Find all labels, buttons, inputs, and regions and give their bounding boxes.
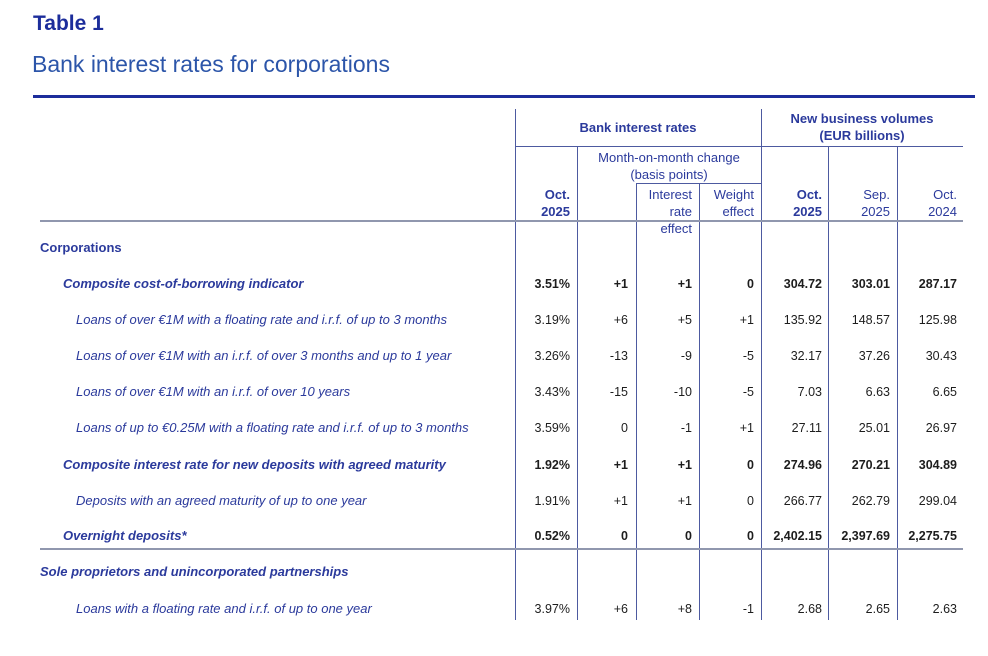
cell-vol-sep-2025: 303.01	[851, 277, 890, 291]
cell-vol-oct-2025: 2,402.15	[773, 529, 822, 543]
row-label: Loans of over €1M with an i.r.f. of over 3 months and up to 1 year	[76, 348, 452, 363]
section-separator-rule	[40, 548, 963, 550]
cell-weight-effect: +1	[739, 313, 754, 327]
table-number-title: Table 1	[33, 12, 104, 35]
col-header-vol-sep-2025: Sep. 2025	[861, 187, 890, 219]
group-header-new-business-volumes	[761, 110, 963, 144]
cell-weight-effect: -5	[742, 349, 754, 363]
cell-interest-rate-effect: 0	[685, 529, 692, 543]
cell-vol-oct-2025: 27.11	[791, 421, 822, 435]
cell-interest-rate-effect: +8	[677, 602, 692, 616]
volumes-header-line1: New business volumes	[790, 111, 934, 126]
cell-vol-oct-2024: 287.17	[918, 277, 957, 291]
cell-vol-oct-2024: 30.43	[925, 349, 957, 363]
page-title: Bank interest rates for corporations	[32, 51, 390, 77]
cell-interest-rate-effect: +1	[677, 494, 692, 508]
cell-weight-effect: 0	[747, 458, 754, 472]
row-label: Sole proprietors and unincorporated partnerships	[40, 564, 349, 579]
cell-rate: 3.19%	[534, 313, 570, 327]
cell-weight-effect: 0	[747, 529, 754, 543]
cell-vol-sep-2025: 2.65	[865, 602, 890, 616]
mom-header-line1: Month-on-month change	[598, 150, 740, 165]
cell-interest-rate-effect: +1	[677, 277, 692, 291]
col-header-vol-oct-2025: Oct. 2025	[793, 187, 822, 219]
row-label: Loans of up to €0.25M with a floating rate and i.r.f. of up to 3 months	[76, 420, 469, 435]
row-label: Composite interest rate for new deposits with agreed maturity	[63, 457, 446, 472]
cell-mom-change: -15	[609, 385, 628, 399]
row-label: Loans of over €1M with an i.r.f. of over 10 years	[76, 384, 351, 399]
header-bottom-rule	[40, 220, 963, 222]
cell-weight-effect: +1	[739, 421, 754, 435]
cell-vol-oct-2025: 7.03	[797, 385, 822, 399]
cell-mom-change: -13	[609, 349, 628, 363]
col-header-interest-rate-effect: Interest rate effect	[648, 187, 692, 236]
cell-vol-oct-2024: 26.97	[925, 421, 957, 435]
row-label: Corporations	[40, 240, 122, 255]
row-label: Loans of over €1M with a floating rate and i.r.f. of up to 3 months	[76, 312, 447, 327]
cell-interest-rate-effect: -10	[673, 385, 692, 399]
cell-vol-oct-2025: 135.92	[783, 313, 822, 327]
cell-vol-sep-2025: 6.63	[865, 385, 890, 399]
group-header-underline	[515, 146, 963, 147]
cell-vol-oct-2024: 6.65	[932, 385, 957, 399]
cell-mom-change: 0	[621, 529, 628, 543]
row-label: Deposits with an agreed maturity of up to one year	[76, 493, 367, 508]
cell-vol-oct-2025: 304.72	[783, 277, 822, 291]
cell-vol-oct-2025: 266.77	[783, 494, 822, 508]
cell-mom-change: +1	[613, 458, 628, 472]
grid-vline	[699, 183, 700, 620]
cell-vol-oct-2025: 2.68	[797, 602, 822, 616]
cell-rate: 3.26%	[534, 349, 570, 363]
cell-vol-sep-2025: 37.26	[858, 349, 890, 363]
row-label: Composite cost-of-borrowing indicator	[63, 276, 304, 291]
cell-vol-sep-2025: 2,397.69	[841, 529, 890, 543]
cell-weight-effect: 0	[747, 277, 754, 291]
cell-rate: 3.97%	[534, 602, 570, 616]
cell-rate: 3.51%	[534, 277, 570, 291]
cell-rate: 3.59%	[534, 421, 570, 435]
cell-interest-rate-effect: +5	[677, 313, 692, 327]
cell-weight-effect: 0	[747, 494, 754, 508]
cell-rate: 1.92%	[534, 458, 570, 472]
col-header-weight-effect: Weight effect	[713, 187, 754, 219]
cell-vol-oct-2024: 2.63	[932, 602, 957, 616]
cell-weight-effect: -5	[742, 385, 754, 399]
cell-mom-change: +6	[613, 313, 628, 327]
cell-mom-change: 0	[621, 421, 628, 435]
cell-vol-sep-2025: 262.79	[851, 494, 890, 508]
cell-mom-change: +1	[613, 277, 628, 291]
col-header-rate-oct-2025: Oct. 2025	[541, 187, 570, 219]
volumes-header-line2: (EUR billions)	[819, 128, 905, 143]
cell-vol-oct-2024: 2,275.75	[908, 529, 957, 543]
title-underline	[33, 95, 975, 98]
cell-vol-oct-2024: 304.89	[918, 458, 957, 472]
cell-mom-change: +1	[613, 494, 628, 508]
cell-vol-oct-2025: 32.17	[790, 349, 822, 363]
grid-vline	[636, 183, 637, 620]
group-header-bank-interest-rates: Bank interest rates	[579, 120, 697, 135]
cell-vol-sep-2025: 270.21	[851, 458, 890, 472]
effect-box-topline	[636, 183, 762, 184]
col-header-vol-oct-2024: Oct. 2024	[928, 187, 957, 219]
cell-interest-rate-effect: -1	[680, 421, 692, 435]
cell-vol-sep-2025: 148.57	[851, 313, 890, 327]
row-label: Loans with a floating rate and i.r.f. of up to one year	[76, 601, 372, 616]
cell-rate: 1.91%	[534, 494, 570, 508]
cell-interest-rate-effect: -9	[680, 349, 692, 363]
cell-rate: 3.43%	[534, 385, 570, 399]
cell-interest-rate-effect: +1	[677, 458, 692, 472]
cell-vol-oct-2024: 299.04	[918, 494, 957, 508]
cell-vol-oct-2024: 125.98	[918, 313, 957, 327]
group-header-mom-change	[577, 149, 761, 183]
cell-weight-effect: -1	[742, 602, 754, 616]
cell-rate: 0.52%	[534, 529, 570, 543]
cell-vol-oct-2025: 274.96	[783, 458, 822, 472]
row-label: Overnight deposits*	[63, 528, 187, 543]
cell-vol-sep-2025: 25.01	[858, 421, 890, 435]
mom-header-line2: (basis points)	[630, 167, 708, 182]
cell-mom-change: +6	[613, 602, 628, 616]
